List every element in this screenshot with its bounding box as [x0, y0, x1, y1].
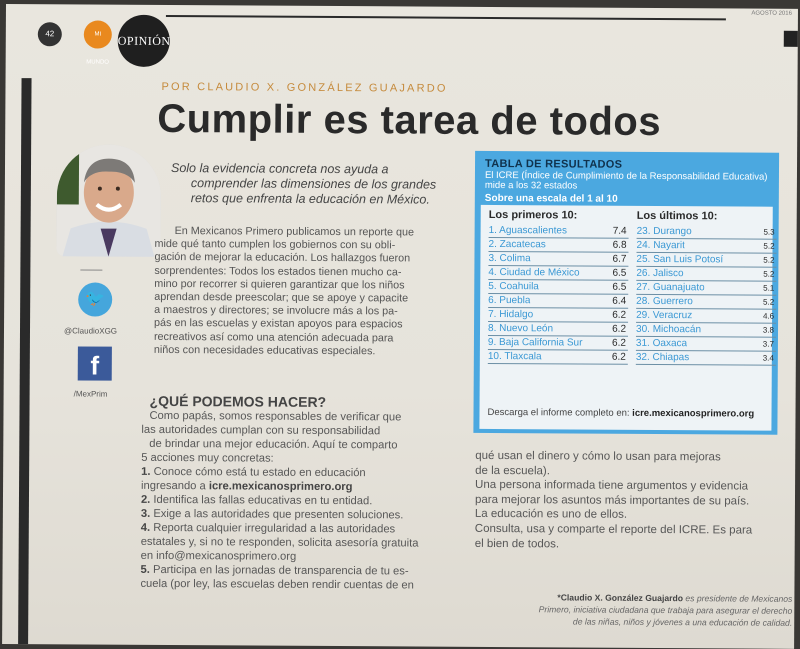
corner-date: AGOSTO 2016: [751, 10, 792, 17]
body-line: gación de mejorar la educación. Los hallazgos fueron: [154, 251, 411, 265]
results-row: [488, 252, 628, 267]
action-text: ingresando a: [141, 479, 206, 493]
author-footnote: [492, 591, 792, 629]
state-name: 10. Tlaxcala: [487, 350, 542, 363]
lead-line: Solo la evidencia concreta nos ayuda a: [170, 161, 389, 177]
state-score: 3.4: [762, 353, 774, 363]
state-name: 5. Coahuila: [488, 280, 539, 293]
bottom-ten-column: [636, 210, 777, 366]
results-title: TABLA DE RESULTADOS: [484, 157, 623, 171]
state-name: 2. Zacatecas: [488, 238, 546, 251]
actions-paragraph: [140, 409, 459, 593]
state-name: 7. Hidalgo: [488, 308, 534, 321]
body-line: niños con necesidades educativas especiales.: [153, 343, 376, 358]
body-line: qué usan el dinero y cómo lo usan para mejoras: [475, 449, 721, 464]
body-paragraph: [154, 225, 445, 359]
state-name: 26. Jalisco: [636, 267, 684, 280]
top-rule: [166, 15, 726, 20]
lead-line: retos que enfrenta la educación en México.: [190, 191, 430, 207]
state-score: 6.7: [612, 253, 627, 265]
state-score: 5.1: [763, 283, 775, 293]
results-row: [636, 309, 776, 324]
body-line: pás en las escuelas y existan apoyos para espacios: [154, 317, 403, 331]
social-divider: [80, 269, 102, 270]
body-line: cuela (por ley, las escuelas deben rendir cuentas de en: [140, 577, 414, 592]
results-row: [636, 323, 776, 338]
action-text: Exige a las autoridades que presenten soluciones.: [153, 507, 404, 522]
state-score: 3.8: [762, 325, 775, 335]
state-score: 6.2: [612, 309, 627, 321]
mi-mundo-badge: MI MUNDO: [84, 20, 112, 48]
action-number: 1.: [141, 465, 151, 478]
download-text: Descarga el informe completo en:: [487, 406, 630, 419]
results-subtitle: El ICRE (Índice de Cumplimiento de la Responsabilidad Educativa) mide a los 32 estados: [484, 169, 768, 192]
state-name: 31. Oaxaca: [635, 337, 688, 350]
state-score: 6.2: [611, 351, 626, 363]
results-row: [488, 266, 628, 281]
state-score: 3.7: [762, 339, 774, 349]
top-ten-header: Los primeros 10:: [488, 208, 578, 222]
state-name: 27. Guanajuato: [636, 281, 705, 294]
state-name: 4. Ciudad de México: [488, 266, 580, 279]
bottom-ten-header: Los últimos 10:: [636, 209, 718, 223]
byline: POR CLAUDIO X. GONZÁLEZ GUAJARDO: [161, 80, 448, 95]
body-line: Como papás, somos responsables de verificar que: [149, 409, 402, 424]
results-row: [488, 238, 628, 253]
state-name: 8. Nuevo León: [487, 322, 554, 335]
results-scale: Sobre una escala del 1 al 10: [484, 192, 618, 205]
section-badge: OPINIÓN: [118, 15, 170, 67]
state-name: 28. Guerrero: [636, 295, 693, 308]
state-score: 5.2: [763, 269, 775, 279]
results-row: [488, 294, 628, 309]
body-line: las autoridades cumplan con su responsabilidad: [141, 423, 381, 438]
state-score: 6.2: [611, 337, 626, 349]
author-photo: [56, 144, 161, 257]
icre-link[interactable]: icre.mexicanosprimero.org: [208, 480, 353, 494]
state-name: 1. Aguascalientes: [488, 224, 568, 237]
left-margin-bar: [18, 78, 31, 644]
results-row: [489, 224, 629, 239]
body-line: En Mexicanos Primero publicamos un reporte que: [174, 225, 415, 239]
download-link[interactable]: icre.mexicanosprimero.org: [632, 407, 755, 420]
top-ten-column: [488, 209, 629, 365]
body-line: mino por recorrer si quieren garantizar que los niños: [154, 277, 405, 292]
state-score: 6.5: [612, 281, 627, 293]
results-row: [636, 239, 776, 254]
page-number: 42: [38, 22, 62, 46]
action-number: 5.: [140, 563, 150, 576]
body-line: el bien de todos.: [474, 537, 560, 550]
footnote-text: de las niñas, niños y jóvenes a una educación de calidad.: [572, 616, 793, 628]
state-name: 6. Puebla: [488, 294, 531, 307]
results-row: [488, 350, 628, 365]
state-score: 6.2: [612, 323, 627, 335]
state-score: 5.3: [763, 227, 775, 237]
results-row: [636, 253, 776, 268]
lead-paragraph: [169, 161, 465, 208]
action-text: Conoce cómo está tu estado en educación: [153, 465, 366, 480]
footnote-text: es presidente de Mexicanos: [685, 593, 793, 604]
body-line: mide qué tanto cumplen los gobiernos con su obli-: [154, 238, 396, 252]
state-name: 29. Veracruz: [636, 309, 693, 322]
state-score: 5.2: [763, 255, 775, 265]
state-name: 3. Colima: [488, 252, 531, 265]
state-name: 24. Nayarit: [636, 239, 685, 252]
action-text: Reporta cualquier irregularidad a las autoridades: [153, 521, 396, 536]
continued-column: [475, 449, 796, 553]
action-number: 3.: [140, 507, 151, 520]
corner-tab: [784, 31, 798, 47]
results-box: [473, 151, 779, 435]
state-name: 9. Baja California Sur: [487, 336, 583, 349]
body-line: Una persona informada tiene argumentos y evidencia: [475, 479, 749, 493]
state-score: 4.6: [762, 311, 775, 321]
action-number: 2.: [140, 493, 151, 506]
body-line: sorprendentes: Todos los estados tienen mucho ca-: [154, 264, 402, 279]
state-score: 5.2: [763, 297, 775, 307]
action-text: Identifica las fallas educativas en tu entidad.: [153, 493, 373, 508]
body-line: estatales y, si no te responden, solicita asesoría gratuita: [140, 535, 419, 550]
twitter-handle[interactable]: @ClaudioXGG: [63, 326, 118, 336]
state-name: 25. San Luis Potosí: [636, 253, 724, 266]
body-line: La educación es uno de ellos.: [474, 508, 628, 522]
state-name: 23. Durango: [636, 225, 692, 238]
state-score: 6.5: [612, 267, 627, 279]
twitter-icon[interactable]: 🐦: [78, 282, 112, 316]
body-line: aprendan desde preescolar; que se apoye y capacite: [154, 290, 409, 305]
results-card: [479, 205, 775, 431]
state-name: 30. Michoacán: [635, 323, 702, 336]
results-row: [636, 267, 776, 282]
section-heading: ¿QUÉ PODEMOS HACER?: [149, 392, 327, 410]
action-number: 4.: [140, 521, 151, 534]
state-name: 32. Chiapas: [635, 351, 690, 364]
results-row: [637, 225, 777, 240]
state-score: 6.4: [612, 295, 627, 307]
download-note: [487, 407, 754, 420]
results-row: [488, 308, 628, 323]
results-row: [636, 281, 776, 296]
results-row: [636, 337, 776, 352]
footnote-text: Primero, iniciativa ciudadana que trabaja para asegurar el derecho: [538, 604, 793, 616]
body-line: de la escuela).: [475, 464, 550, 477]
body-line: de brindar una mejor educación. Aquí te comparto: [149, 437, 398, 452]
body-line: recreativos así como una atención adecuada para: [153, 330, 394, 344]
headline: Cumplir es tarea de todos: [157, 96, 662, 145]
results-row: [488, 322, 628, 337]
magazine-page: [2, 4, 798, 649]
state-score: 5.2: [763, 241, 775, 251]
results-row: [488, 336, 628, 351]
action-text: Participa en las jornadas de transparencia de tu es-: [152, 563, 409, 578]
facebook-icon[interactable]: f: [78, 346, 112, 380]
state-score: 7.4: [612, 225, 627, 237]
body-line: Consulta, usa y comparte el reporte del ICRE. Es para: [474, 522, 753, 537]
body-line: 5 acciones muy concretas:: [141, 451, 274, 465]
results-row: [636, 351, 776, 366]
facebook-handle[interactable]: /MexPrim: [73, 389, 108, 399]
body-line: para mejorar los asuntos más importantes de su país.: [474, 493, 750, 508]
body-line: a maestros y directores; se involucre más a los pa-: [154, 304, 398, 318]
email-link[interactable]: en info@mexicanosprimero.org: [140, 549, 297, 563]
state-score: 6.8: [612, 239, 627, 251]
results-row: [636, 295, 776, 310]
lead-line: comprender las dimensiones de los grandes: [190, 176, 437, 192]
footnote-name: *Claudio X. González Guajardo: [557, 592, 684, 604]
results-row: [488, 280, 628, 295]
